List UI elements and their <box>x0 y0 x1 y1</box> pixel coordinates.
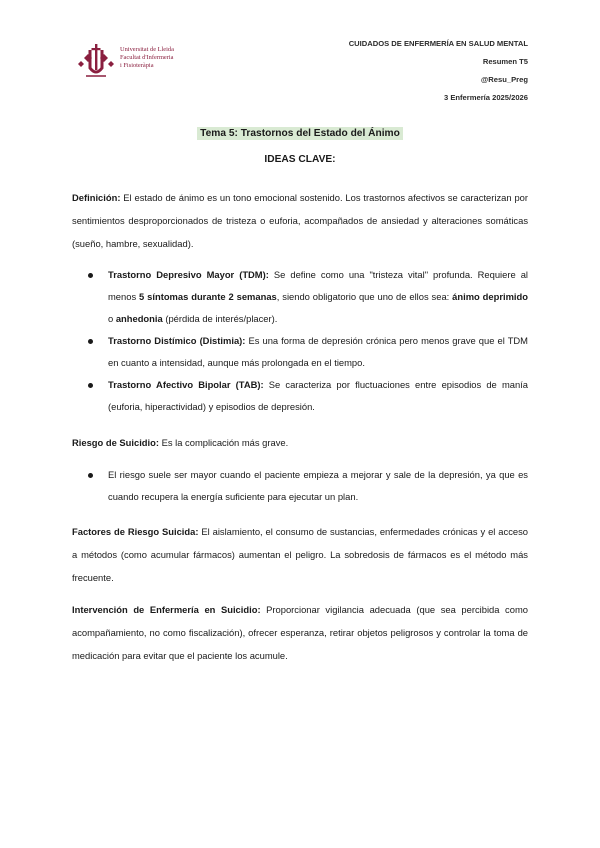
list-item: Trastorno Distímico (Distimia): Es una forma de depresión crónica pero menos grave que el TDM en cuanto a intensidad, aunque más prolongada en el tiempo. <box>86 330 528 374</box>
document-header <box>349 38 528 110</box>
university-crest-icon <box>74 42 118 82</box>
definition-paragraph: Definición: El estado de ánimo es un tono emocional sostenido. Los trastornos afectivos se caracterizan por sentimientos desproporcionados de tristeza o euforia, acompañados de ansiedad y alteraciones somáticas (sueño, hambre, sexualidad). <box>72 192 528 249</box>
document-title: Tema 5: Trastornos del Estado del Ánimo <box>197 127 403 140</box>
university-name: Universitat de Lleida Facultat d'Infermeria i Fisioteràpia <box>120 46 174 69</box>
bullet-icon <box>88 339 93 344</box>
bullet-icon <box>88 473 93 478</box>
header-summary: Resumen T5 <box>482 57 528 66</box>
disorders-list <box>86 264 528 418</box>
bullet-icon <box>88 383 93 388</box>
suicide-risk-paragraph: Riesgo de Suicidio: Es la complicación más grave. <box>72 437 289 448</box>
list-item: El riesgo suele ser mayor cuando el paciente empieza a mejorar y sale de la depresión, ya que es cuando recupera la energía suficiente para ejecutar un plan. <box>86 464 528 508</box>
list-item: Trastorno Depresivo Mayor (TDM): Se define como una "tristeza vital" profunda. Requiere al menos 5 síntomas durante 2 semanas, siendo obligatorio que uno de ellos sea: ánimo deprimido o anhedonia (pérdida de interés/placer). <box>86 264 528 330</box>
list-item: Trastorno Afectivo Bipolar (TAB): Se caracteriza por fluctuaciones entre episodios de manía (euforia, hiperactividad) y episodios de depresión. <box>86 374 528 418</box>
suicide-risk-list <box>86 464 528 508</box>
section-heading: IDEAS CLAVE: <box>264 154 336 165</box>
header-year: 3 Enfermería 2025/2026 <box>443 93 528 102</box>
nursing-intervention-paragraph: Intervención de Enfermería en Suicidio: Proporcionar vigilancia adecuada (que sea percibida como acompañamiento, no como fiscalización), ofrecer esperanza, retirar objetos peligrosos y controlar la toma de medicación para evitar que el paciente los acumule. <box>72 604 528 661</box>
bullet-icon <box>88 273 93 278</box>
university-logo <box>74 42 194 82</box>
header-course: CUIDADOS DE ENFERMERÍA EN SALUD MENTAL <box>348 39 528 48</box>
header-handle: @Resu_Preg <box>480 75 528 84</box>
risk-factors-paragraph: Factores de Riesgo Suicida: El aislamiento, el consumo de sustancias, enfermedades crónicas y el acceso a métodos (como acumular fármacos) aumentan el peligro. La sobredosis de fármacos es el método más frecuente. <box>72 526 528 583</box>
